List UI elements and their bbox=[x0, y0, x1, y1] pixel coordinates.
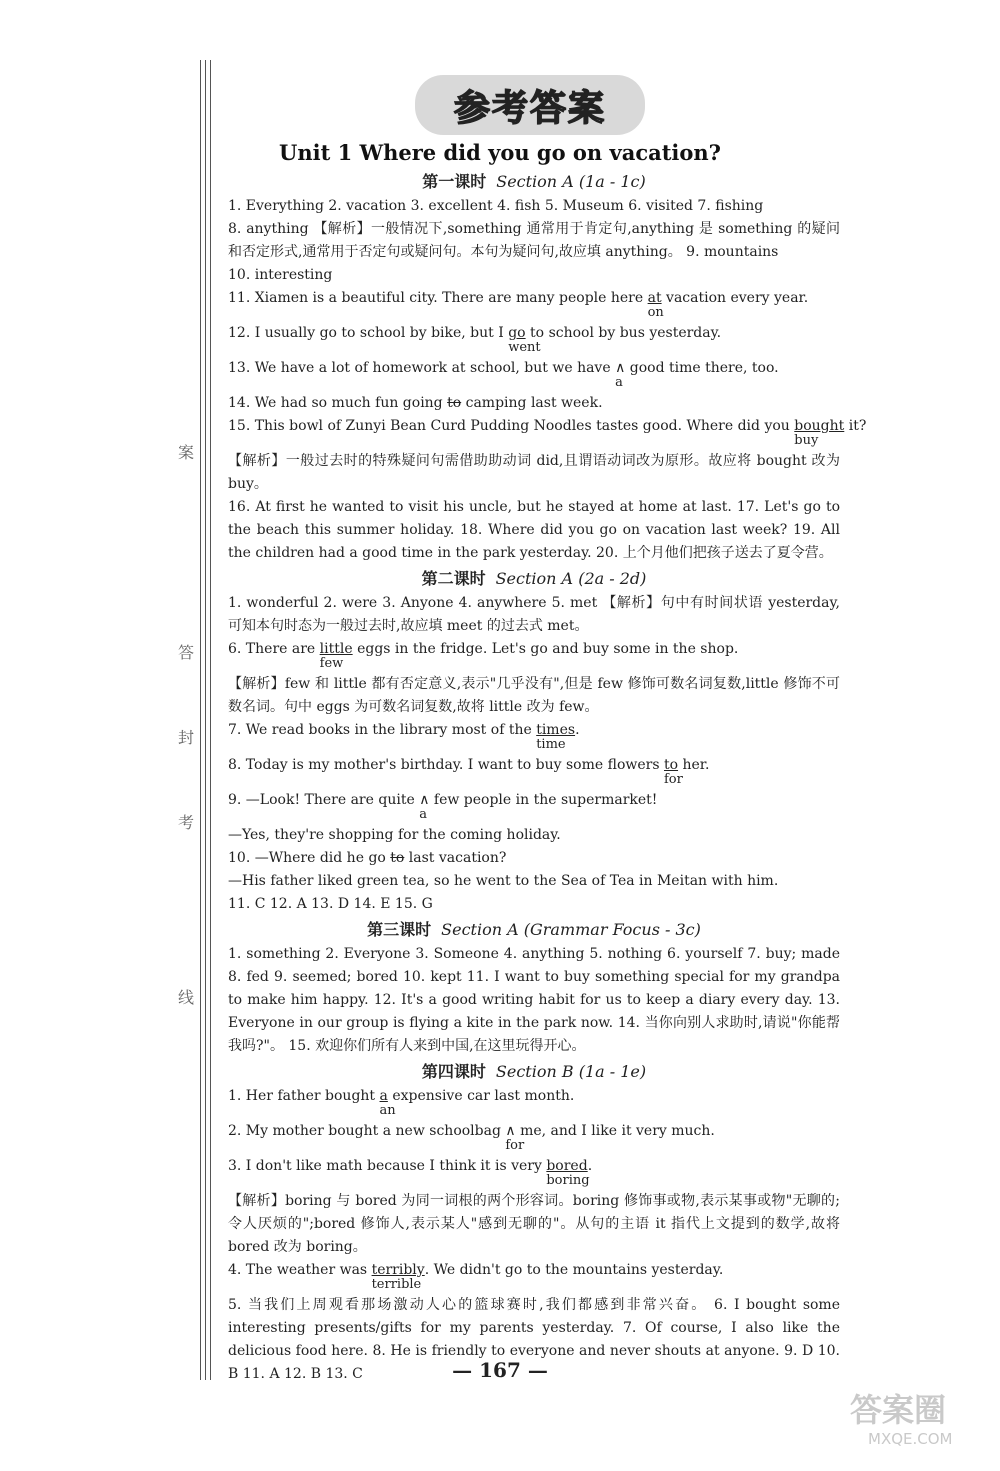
binding-margin-rules bbox=[200, 60, 220, 1380]
margin-label: 封 bbox=[178, 728, 195, 747]
margin-label: 线 bbox=[178, 988, 195, 1007]
correction-line: 9. —Look! There are quite ∧ a few people in the supermarket! bbox=[228, 792, 658, 822]
correction-line: 13. We have a lot of homework at school, but we have ∧ a good time there, too. bbox=[228, 360, 779, 390]
answer-line: 11. C 12. A 13. D 14. E 15. G bbox=[228, 896, 433, 912]
answer-line: —Yes, they're shopping for the coming holiday. bbox=[228, 827, 561, 843]
answer-line: 1. Everything 2. vacation 3. excellent 4. fish 5. Museum 6. visited 7. fishing bbox=[228, 198, 764, 214]
watermark-logo: 答案圈 bbox=[850, 1391, 947, 1429]
answer-line: 5. 当我们上周观看那场激动人心的篮球赛时,我们都感到非常兴奋。 6. I bought some interesting presents/gifts for my parents yesterday. 7. Of course, I also like the delicious food here. 8. He is friendly to everyone and never shouts at anyone. 9. D 10. B 11. A 12. B 13. C bbox=[228, 1297, 840, 1382]
lesson-1-heading: 第一课时 Section A (1a - 1c) bbox=[422, 172, 646, 191]
correction-line: 3. I don't like math because I think it is very bored boring . bbox=[228, 1158, 593, 1188]
answer-line: 8. anything 【解析】一般情况下,something 通常用于肯定句,anything 是 something 的疑问和否定形式,通常用于否定句或疑问句。本句为疑问句,故应填 anything。 9. mountains bbox=[228, 221, 840, 260]
unit-title: Unit 1 Where did you go on vacation? bbox=[279, 140, 721, 165]
correction-line: 1. Her father bought a an expensive car last month. bbox=[228, 1088, 575, 1118]
answer-content bbox=[228, 168, 867, 1386]
margin-label: 考 bbox=[178, 813, 195, 832]
explanation-note: 【解析】一般过去时的特殊疑问句需借助助动词 did,且谓语动词改为原形。故应将 bought 改为 buy。 bbox=[228, 453, 840, 492]
correction-line: 10. —Where did he go to last vacation? bbox=[228, 850, 507, 866]
correction-line: 8. Today is my mother's birthday. I want to buy some flowers to for her. bbox=[228, 757, 710, 787]
correction-line: 14. We had so much fun going to camping last week. bbox=[228, 395, 603, 411]
margin-label: 案 bbox=[178, 443, 195, 462]
explanation-note: 【解析】boring 与 bored 为同一词根的两个形容词。boring 修饰事或物,表示某事或物"无聊的;令人厌烦的";bored 修饰人,表示某人"感到无聊的"。从句的主语 it 指代上文提到的数学,故将 bored 改为 boring。 bbox=[228, 1193, 840, 1255]
answer-line: 16. At first he wanted to visit his uncle, but he stayed at home at last. 17. Let's go to the beach this summer holiday. 18. Where did you go on vacation last week? 19. All the children had a good time in the park yesterday. 20. 上个月他们把孩子送去了夏令营。 bbox=[228, 499, 840, 561]
correction-line: 12. I usually go to school by bike, but I go went to school by bus yesterday. bbox=[228, 325, 722, 355]
explanation-note: 【解析】few 和 little 都有否定意义,表示"几乎没有",但是 few 修饰可数名词复数,little 修饰不可数名词。句中 eggs 为可数名词复数,故将 little 改为 few。 bbox=[228, 676, 840, 715]
margin-label: 答 bbox=[178, 643, 195, 662]
lesson-4-heading: 第四课时 Section B (1a - 1e) bbox=[421, 1062, 647, 1081]
correction-line: 15. This bowl of Zunyi Bean Curd Pudding Noodles tastes good. Where did you bought buy it? bbox=[228, 418, 867, 448]
correction-line: 2. My mother bought a new schoolbag ∧ for me, and I like it very much. bbox=[228, 1123, 715, 1153]
answer-line: 1. wonderful 2. were 3. Anyone 4. anywhere 5. met 【解析】句中有时间状语 yesterday,可知本句时态为一般过去时,故应填 meet 的过去式 met。 bbox=[228, 595, 840, 634]
lesson-3-heading: 第三课时 Section A (Grammar Focus - 3c) bbox=[367, 920, 701, 939]
correction-line: 4. The weather was terribly terrible . We didn't go to the mountains yesterday. bbox=[228, 1262, 724, 1292]
lesson-2-heading: 第二课时 Section A (2a - 2d) bbox=[421, 569, 647, 588]
answer-line: —His father liked green tea, so he went to the Sea of Tea in Meitan with him. bbox=[228, 873, 779, 889]
correction-line: 6. There are little few eggs in the fridge. Let's go and buy some in the shop. bbox=[228, 641, 739, 671]
page-number: — 167 — bbox=[452, 1358, 548, 1382]
correction-line: 11. Xiamen is a beautiful city. There are many people here at on vacation every year. bbox=[228, 290, 809, 320]
answer-line: 10. interesting bbox=[228, 267, 333, 283]
watermark-url: MXQE.COM bbox=[868, 1430, 953, 1448]
correction-line: 7. We read books in the library most of the times time . bbox=[228, 722, 580, 752]
answer-key-banner: 参考答案 bbox=[415, 75, 645, 135]
answer-line: 1. something 2. Everyone 3. Someone 4. anything 5. nothing 6. yourself 7. buy; made 8. fed 9. seemed; bored 10. kept 11. I want to buy something special for my grandpa to make him happy. 12. It's a good writing habit for us to keep a diary every day. 13. Everyone in our group is flying a kite in the park now. 14. 当你向别人求助时,请说"你能帮我吗?"。 15. 欢迎你们所有人来到中国,在这里玩得开心。 bbox=[228, 946, 840, 1054]
